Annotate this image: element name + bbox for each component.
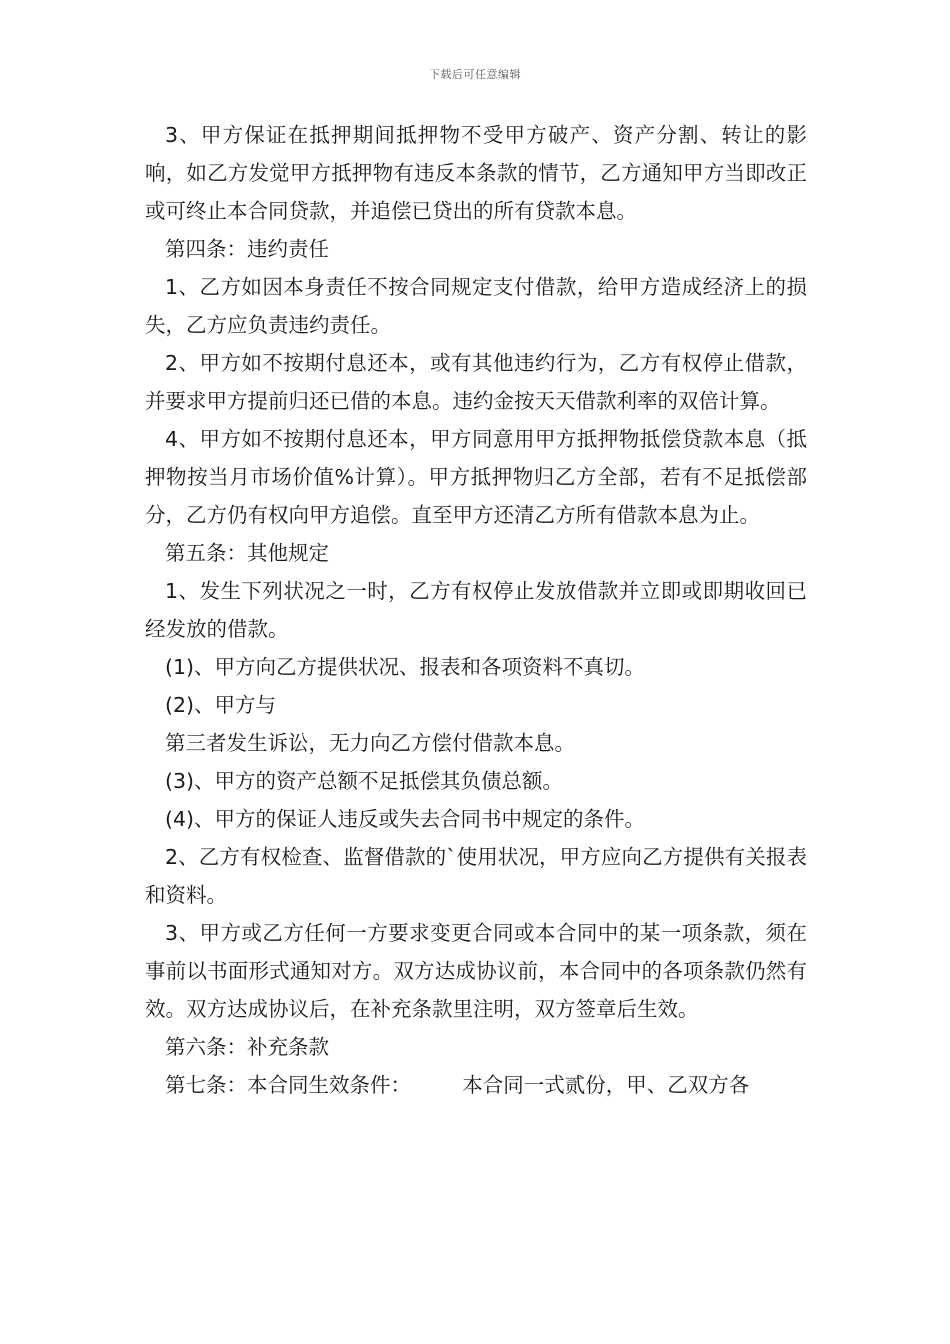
article-5-heading: 第五条：其他规定 bbox=[165, 541, 329, 565]
article-5-sub-2: (2)、甲方与 bbox=[165, 693, 277, 717]
article-4-item-1: 1、乙方如因本身责任不按合同规定支付借款，给甲方造成经济上的损失，乙方应负责违约责任。 bbox=[145, 275, 807, 337]
article-5-sub-4: (4)、甲方的保证人违反或失去合同书中规定的条件。 bbox=[165, 807, 646, 831]
article-4-item-4: 4、甲方如不按期付息还本，甲方同意用甲方抵押物抵偿贷款本息（抵押物按当月市场价值%计算）。甲方抵押物归乙方全部，若有不足抵偿部分，乙方仍有权向甲方追偿。直至甲方还清乙方所有借款本息为止。 bbox=[145, 427, 807, 527]
document-body bbox=[145, 116, 807, 1104]
clause-3-guarantee: 3、甲方保证在抵押期间抵押物不受甲方破产、资产分割、转让的影响，如乙方发觉甲方抵押物有违反本条款的情节，乙方通知甲方当即改正或可终止本合同贷款，并追偿已贷出的所有贷款本息。 bbox=[145, 123, 807, 223]
article-6-heading: 第六条：补充条款 bbox=[165, 1035, 329, 1059]
article-5-sub-2-cont: 第三者发生诉讼，无力向乙方偿付借款本息。 bbox=[165, 731, 575, 755]
article-5-item-1: 1、发生下列状况之一时，乙方有权停止发放借款并立即或即期收回已经发放的借款。 bbox=[145, 579, 807, 641]
page-header-note: 下载后可任意编辑 bbox=[429, 68, 521, 81]
article-4-item-2: 2、甲方如不按期付息还本，或有其他违约行为，乙方有权停止借款，并要求甲方提前归还已借的本息。违约金按天天借款利率的双倍计算。 bbox=[145, 351, 807, 413]
article-4-heading: 第四条：违约责任 bbox=[165, 237, 329, 261]
article-5-item-2: 2、乙方有权检查、监督借款的`使用状况，甲方应向乙方提供有关报表和资料。 bbox=[145, 845, 807, 907]
article-5-sub-1: (1)、甲方向乙方提供状况、报表和各项资料不真切。 bbox=[165, 655, 646, 679]
article-5-item-3: 3、甲方或乙方任何一方要求变更合同或本合同中的某一项条款，须在事前以书面形式通知对方。双方达成协议前，本合同中的各项条款仍然有效。双方达成协议后，在补充条款里注明，双方签章后生效。 bbox=[145, 921, 807, 1021]
article-5-sub-3: (3)、甲方的资产总额不足抵偿其负债总额。 bbox=[165, 769, 564, 793]
article-7-heading: 第七条：本合同生效条件： 本合同一式贰份，甲、乙双方各 bbox=[165, 1073, 750, 1097]
